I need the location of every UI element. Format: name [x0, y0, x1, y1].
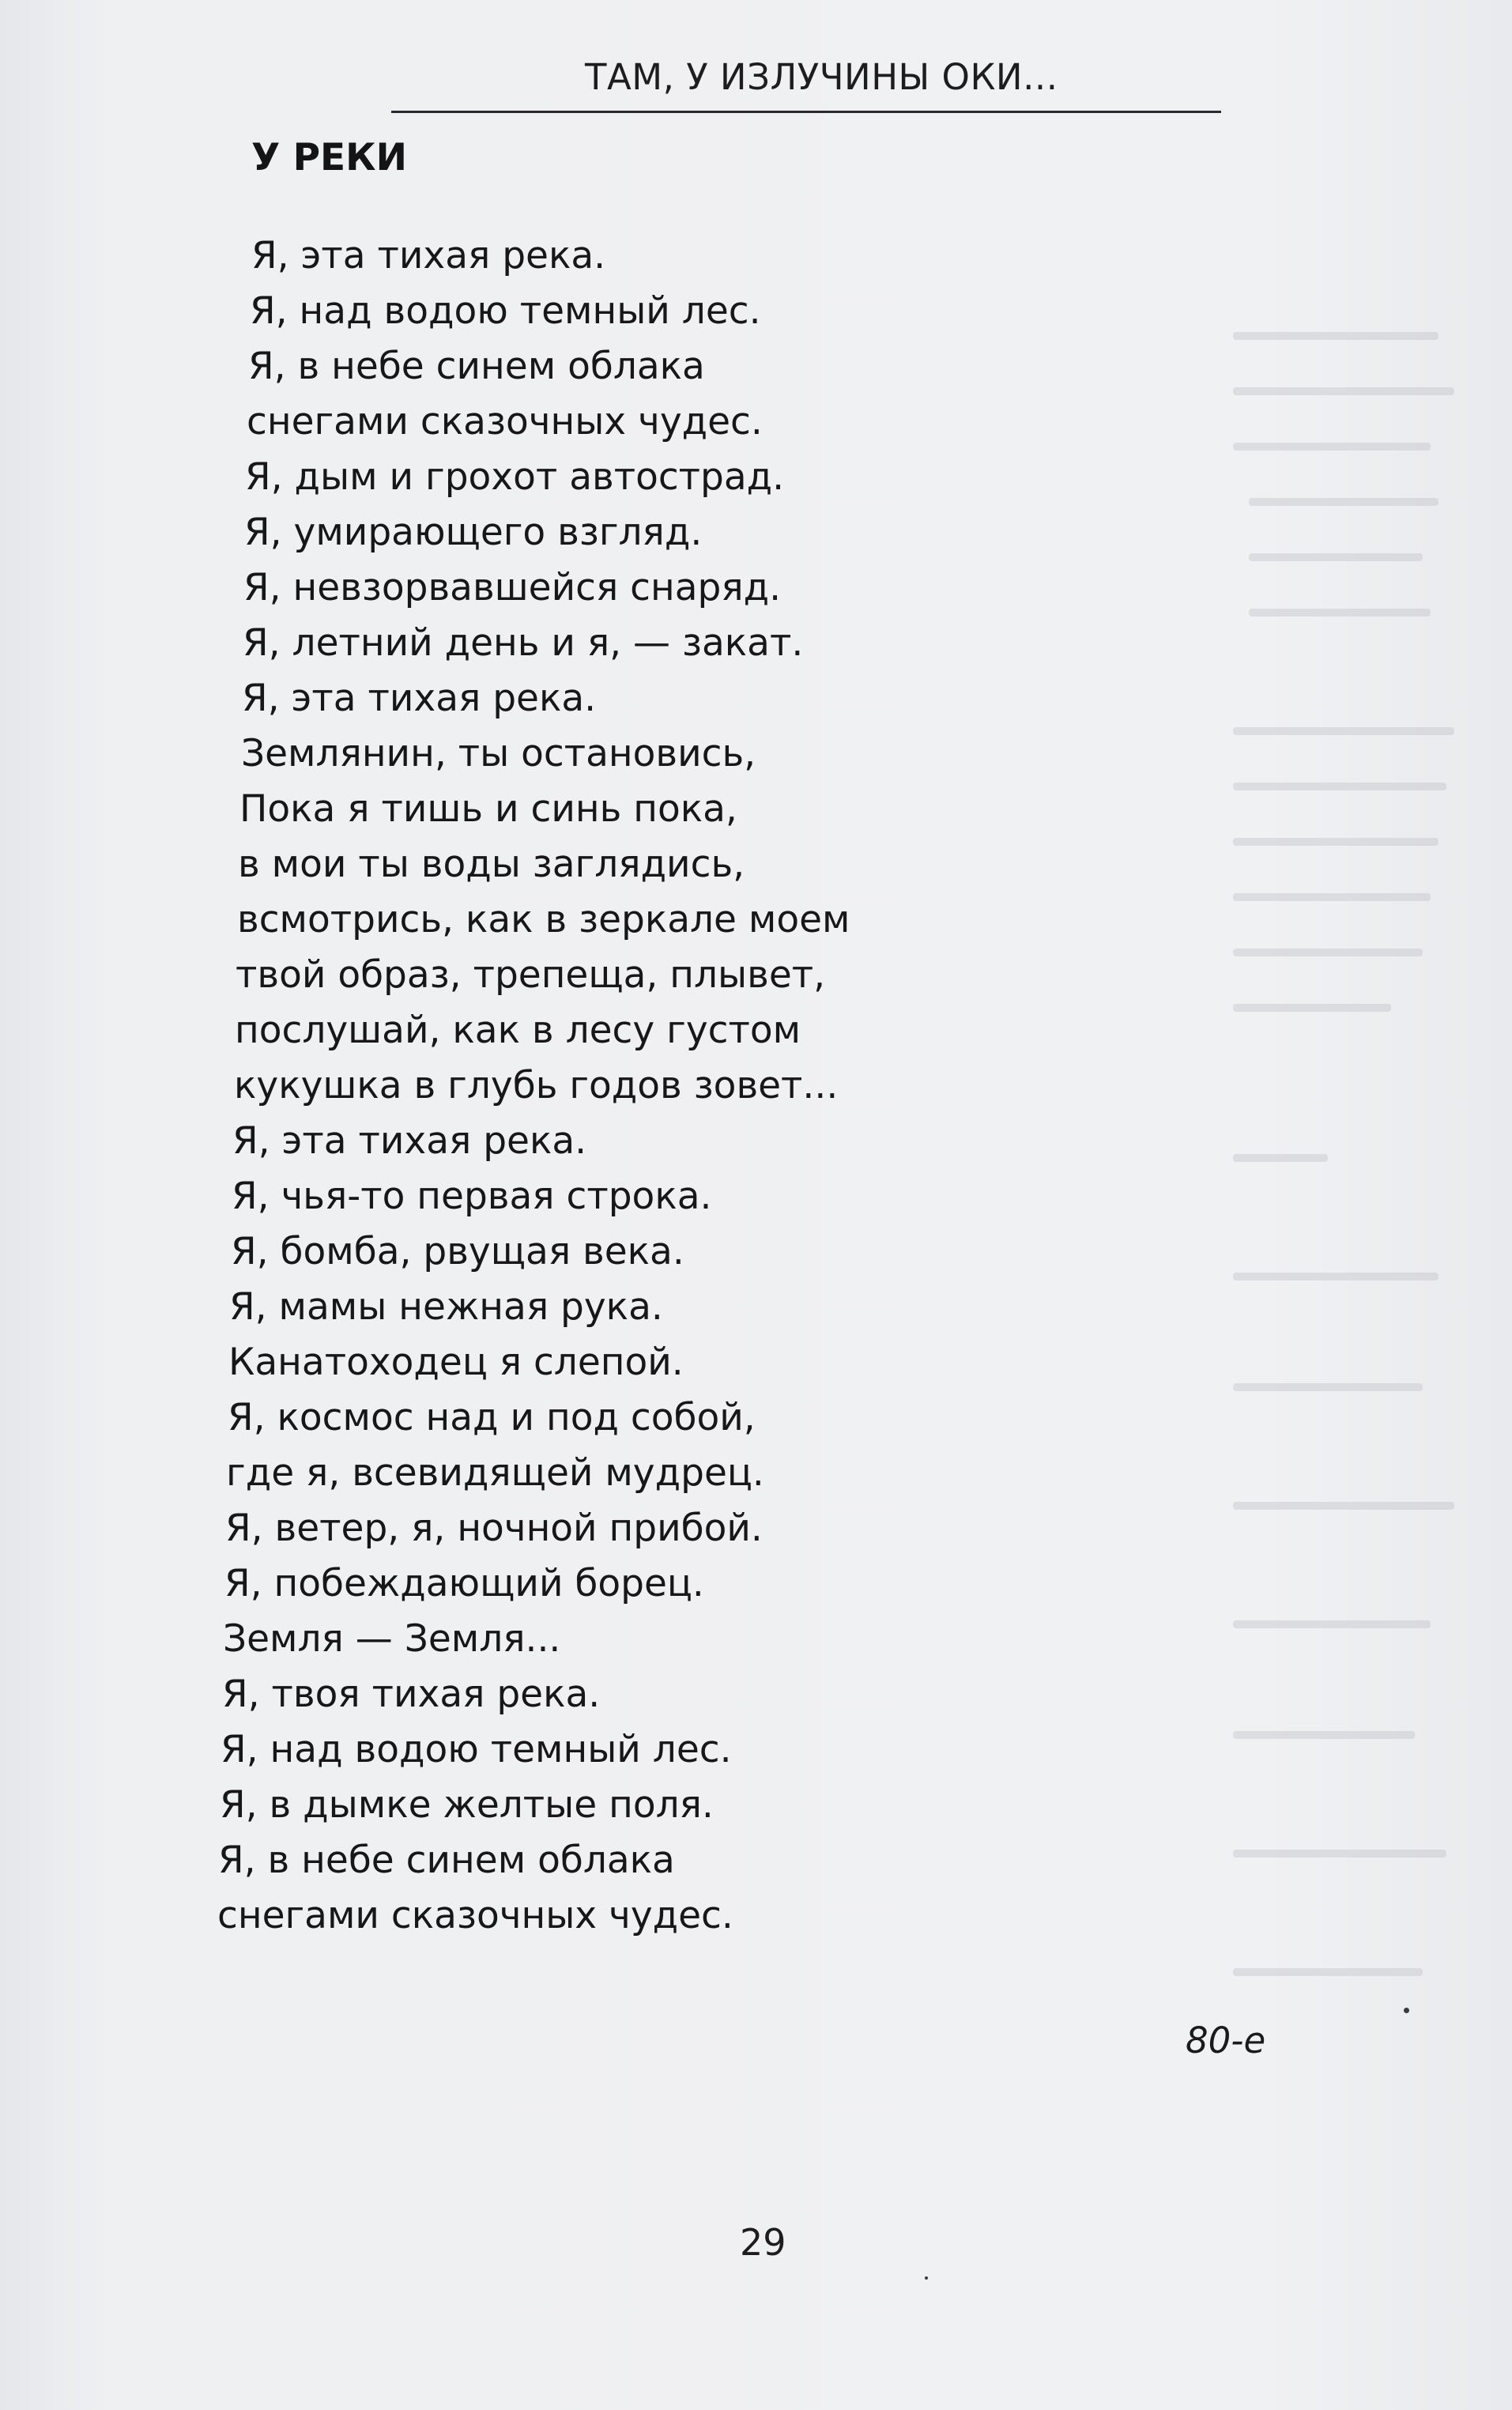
poem-line: твой образ, трепеща, плывет,	[236, 953, 826, 997]
poem-line: Я, ветер, я, ночной прибой.	[225, 1507, 763, 1550]
poem-line: где я, всевидящей мудрец.	[226, 1451, 764, 1495]
running-head: ТАМ, У ИЗЛУЧИНЫ ОКИ...	[585, 56, 1058, 98]
poem-line: Я, над водою темный лес.	[250, 289, 761, 333]
poem-line: Я, в небе синем облака	[218, 1839, 675, 1882]
poem-line: всмотрись, как в зеркале моем	[237, 898, 850, 941]
poem-date: 80-е	[1186, 2020, 1266, 2061]
poem-line: послушай, как в лесу густом	[235, 1009, 801, 1052]
poem-line: Я, эта тихая река.	[232, 1119, 587, 1163]
poem-line: Пока я тишь и синь пока,	[239, 787, 737, 831]
poem-title: У РЕКИ	[251, 136, 407, 179]
show-through-text	[1233, 285, 1470, 2103]
poem-line: Земля — Земля...	[223, 1617, 561, 1661]
poem-line: Я, дым и грохот автострад.	[245, 455, 785, 499]
poem-line: кукушка в глубь годов зовет...	[234, 1064, 839, 1107]
poem-line: Я, побеждающий борец.	[224, 1562, 704, 1605]
poem-line: Я, эта тихая река.	[242, 677, 597, 720]
poem-line: снегами сказочных чудес.	[217, 1894, 733, 1937]
poem-line: Я, летний день и я, — закат.	[243, 621, 804, 665]
poem-line: в мои ты воды заглядись,	[238, 843, 745, 886]
poem-line: Я, твоя тихая река.	[222, 1673, 601, 1716]
poem-line: Я, мамы нежная рука.	[229, 1285, 663, 1329]
poem-line: Я, чья-то первая строка.	[232, 1175, 712, 1218]
poem-line: Землянин, ты остановись,	[241, 732, 756, 775]
poem-line: Я, космос над и под собой,	[228, 1396, 756, 1439]
poem-line: Я, эта тихая река.	[251, 234, 606, 277]
poem-line: снегами сказочных чудес.	[247, 400, 763, 443]
poem-line: Я, в дымке желтые поля.	[220, 1783, 714, 1827]
poem-line: Я, над водою темный лес.	[221, 1728, 732, 1771]
poem-line: Я, в небе синем облака	[248, 345, 705, 388]
poem-line: Я, бомба, рвущая века.	[231, 1230, 684, 1273]
paper-speck	[925, 2276, 928, 2280]
header-rule	[391, 111, 1221, 113]
poem-line: Я, умирающего взгляд.	[244, 511, 703, 554]
poem-line: Я, невзорвавшейся снаряд.	[243, 566, 782, 609]
poem-line: Канатоходец я слепой.	[228, 1341, 684, 1384]
paper-speck	[1404, 2008, 1409, 2013]
page-number: 29	[740, 2221, 786, 2264]
